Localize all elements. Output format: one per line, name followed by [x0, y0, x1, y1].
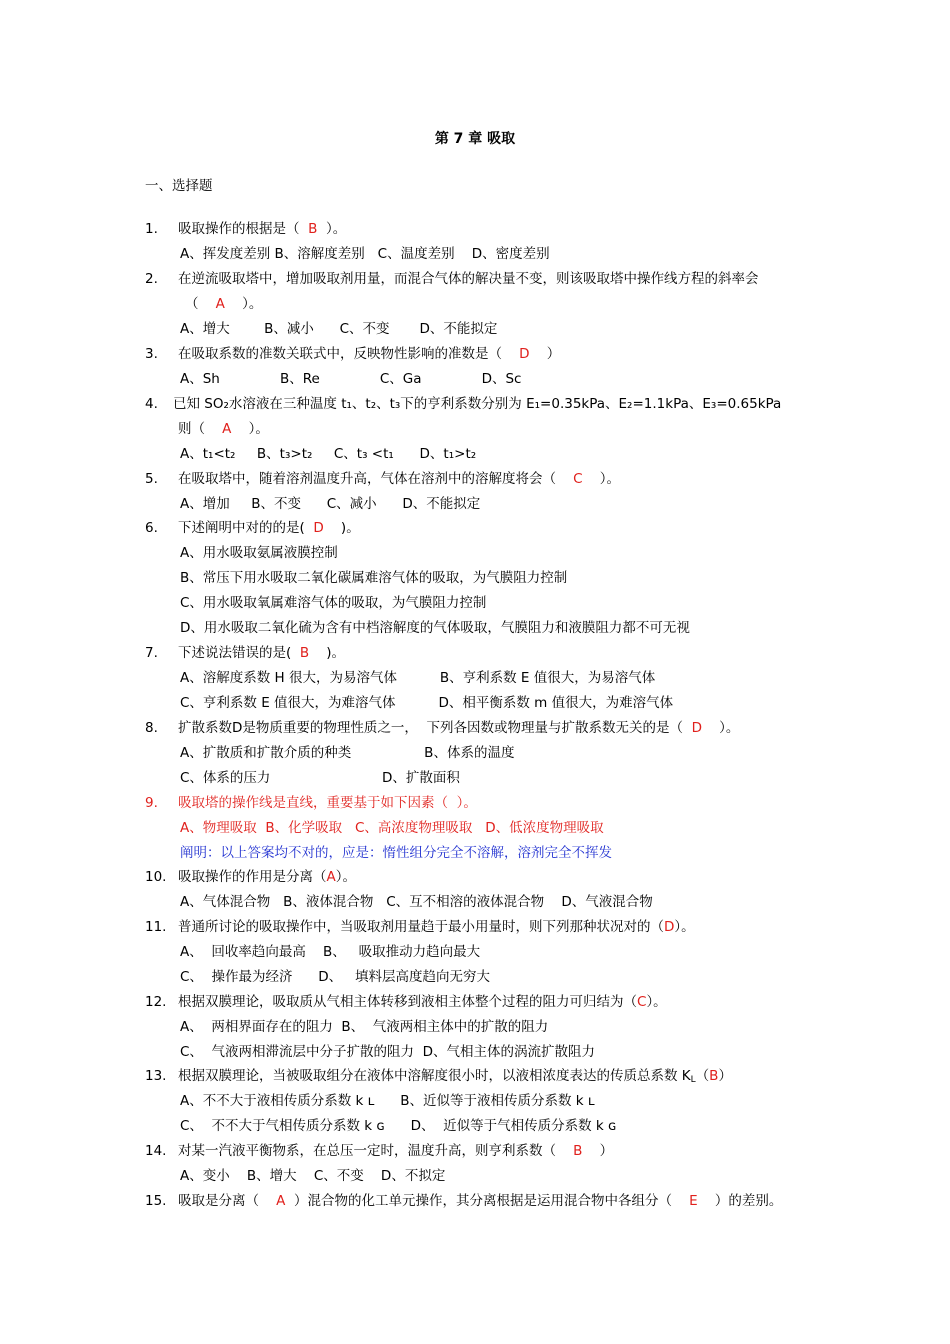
options-ab: A、 回收率趋向最高 B、 吸取推动力趋向最大 — [180, 944, 481, 960]
answer: D — [664, 919, 675, 935]
question-number: 12. — [145, 994, 167, 1010]
question-stem: 吸取塔的操作线是直线，重要基于如下因素（ ）。 — [178, 795, 477, 811]
question-stem: 普通所讨论的吸取操作中，当吸取剂用量趋于最小用量时，则下列那种状况对的（D）。 — [178, 919, 695, 935]
option-d: D、用水吸取二氧化硫为含有中档溶解度的气体吸取，气膜阻力和液膜阻力都不可无视 — [180, 620, 690, 636]
section-heading: 一、选择题 — [145, 178, 213, 194]
question-options: A、挥发度差别 B、溶解度差别 C、温度差别 D、密度差别 — [180, 246, 550, 262]
question-number: 9. — [145, 795, 158, 811]
question-stem: 对某一汽液平衡物系，在总压一定时，温度升高，则亨利系数（ B ） — [178, 1143, 614, 1159]
question-stem: 下述阐明中对的的是( D )。 — [178, 520, 360, 536]
question-number: 1. — [145, 221, 158, 237]
question-options: A、气体混合物 B、液体混合物 C、互不相溶的液体混合物 D、气液混合物 — [180, 894, 653, 910]
question-stem-cont: 则（ A ）。 — [178, 421, 269, 437]
answer: E — [689, 1193, 698, 1209]
question-stem: 吸取操作的作用是分离（A）。 — [178, 869, 356, 885]
question-options: A、增大 B、减小 C、不变 D、不能拟定 — [180, 321, 498, 337]
question-options: A、变小 B、增大 C、不变 D、不拟定 — [180, 1168, 446, 1184]
answer-note: 阐明：以上答案均不对的，应是：惰性组分完全不溶解，溶剂完全不挥发 — [180, 845, 612, 861]
question-stem: 在吸取系数的准数关联式中，反映物性影响的准数是（ D ） — [178, 346, 561, 362]
question-stem: 根据双膜理论，当被吸取组分在液体中溶解度很小时，以液相浓度表达的传质总系数 $K_L(B)$ — [178, 1068, 732, 1085]
options-cd: C、 气液两相滞流层中分子扩散的阻力 D、气相主体的涡流扩散阻力 — [180, 1044, 595, 1060]
question-options: A、Sh B、Re C、Ga D、Sc — [180, 371, 522, 387]
answer: A — [276, 1193, 286, 1209]
question-stem: 扩散系数D是物质重要的物理性质之一， 下列各因数或物理量与扩散系数无关的是（ D ）。 — [178, 720, 740, 736]
options-ab: A、扩散质和扩散介质的种类 B、体系的温度 — [180, 745, 515, 761]
options-ab: A、不不大于液相传质分系数 k ʟ B、近似等于液相传质分系数 k ʟ — [180, 1093, 595, 1109]
options-cd: C、 不不大于气相传质分系数 k ɢ D、 近似等于气相传质分系数 k ɢ — [180, 1118, 617, 1134]
question-stem-cont: （ A ）。 — [185, 296, 263, 312]
answer: D — [313, 520, 324, 536]
question-number: 15. — [145, 1193, 167, 1209]
question-number: 6. — [145, 520, 158, 536]
answer: C — [573, 471, 583, 487]
question-number: 3. — [145, 346, 158, 362]
options-ab: A、溶解度系数 H 很大，为易溶气体 B、亨利系数 E 值很大，为易溶气体 — [180, 670, 656, 686]
answer: C — [637, 994, 647, 1010]
options-cd: C、体系的压力 D、扩散面积 — [180, 770, 460, 786]
question-number: 4. — [145, 396, 158, 412]
question-number: 11. — [145, 919, 167, 935]
question-stem: 根据双膜理论，吸取质从气相主体转移到液相主体整个过程的阻力可归结为（C）。 — [178, 994, 667, 1010]
question-number: 2. — [145, 271, 158, 287]
answer: D — [519, 346, 530, 362]
option-a: A、用水吸取氨属液膜控制 — [180, 545, 338, 561]
options-cd: C、 操作最为经济 D、 填料层高度趋向无穷大 — [180, 969, 491, 985]
question-stem: 吸取是分离（ A ）混合物的化工单元操作，其分离根据是运用混合物中各组分（ E ）的差别。 — [178, 1193, 783, 1209]
question-stem: 吸取操作的根据是（ B ）。 — [178, 221, 347, 237]
question-number: 5. — [145, 471, 158, 487]
chapter-title: 第 7 章 吸取 — [434, 131, 516, 147]
question-options: A、t₁<t₂ B、t₃>t₂ C、t₃ <t₁ D、t₁>t₂ — [180, 446, 477, 462]
question-number: 7. — [145, 645, 158, 661]
question-stem: 在逆流吸取塔中，增加吸取剂用量，而混合气体的解决量不变，则该吸取塔中操作线方程的斜率会 — [178, 271, 759, 287]
question-number: 14. — [145, 1143, 167, 1159]
question-number: 13. — [145, 1068, 167, 1084]
options-cd: C、亨利系数 E 值很大，为难溶气体 D、相平衡系数 m 值很大，为难溶气体 — [180, 695, 674, 711]
options-ab: A、 两相界面存在的阻力 B、 气液两相主体中的扩散的阻力 — [180, 1019, 549, 1035]
answer: A — [215, 296, 225, 312]
question-options: A、增加 B、不变 C、减小 D、不能拟定 — [180, 496, 481, 512]
question-stem: 下述说法错误的是( B )。 — [178, 645, 346, 661]
answer: B — [573, 1143, 583, 1159]
answer: D — [691, 720, 702, 736]
option-b: B、常压下用水吸取二氧化碳属难溶气体的吸取，为气膜阻力控制 — [180, 570, 568, 586]
answer: A — [326, 869, 336, 885]
answer: B — [299, 645, 310, 661]
question-stem: 在吸取塔中，随着溶剂温度升高，气体在溶剂中的溶解度将会（ C ）。 — [178, 471, 621, 487]
question-number: 8. — [145, 720, 158, 736]
answer: A — [222, 421, 232, 437]
answer: B — [709, 1068, 719, 1084]
question-number: 10. — [145, 869, 167, 885]
answer: B — [308, 221, 318, 237]
option-c: C、用水吸取氧属难溶气体的吸取，为气膜阻力控制 — [180, 595, 487, 611]
question-stem: 已知 SO₂水溶液在三种温度 t₁、t₂、t₃下的亨利系数分别为 E₁=0.35kPa、E₂=1.1kPa、E₃=0.65kPa — [173, 396, 782, 412]
question-options: A、物理吸取 B、化学吸取 C、高浓度物理吸取 D、低浓度物理吸取 — [180, 820, 604, 836]
